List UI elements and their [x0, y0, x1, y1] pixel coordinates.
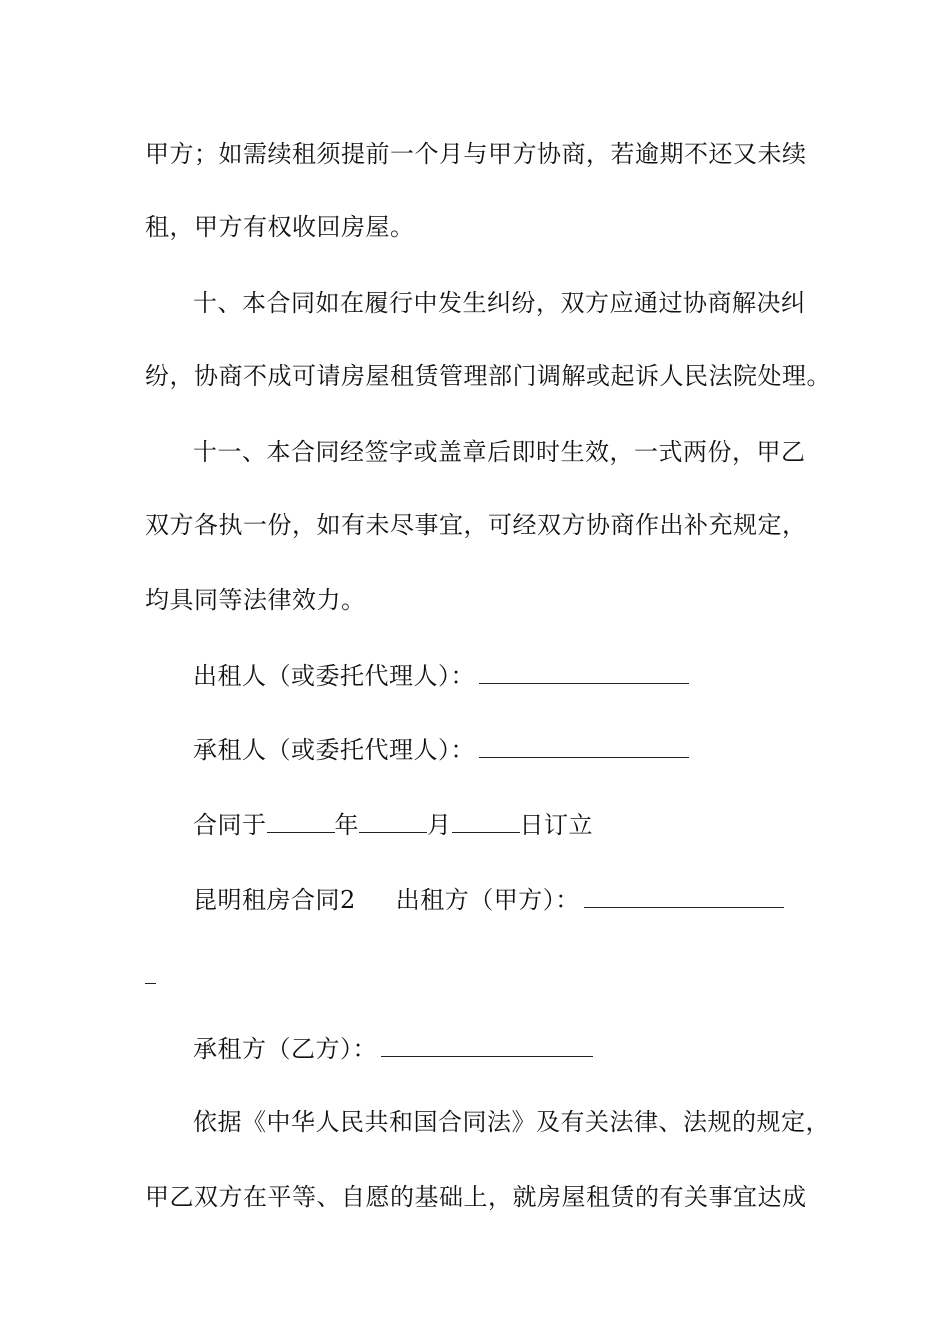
paragraph-line: 纷，协商不成可请房屋租赁管理部门调解或起诉人民法院处理。: [145, 362, 831, 390]
party-a-blank[interactable]: [584, 879, 784, 908]
lessor-signature-line: [193, 655, 689, 695]
preamble-line: 依据《中华人民共和国合同法》及有关法律、法规的规定，: [193, 1108, 830, 1136]
paragraph-line: 甲方；如需续租须提前一个月与甲方协商，若逾期不还又未续: [145, 140, 807, 168]
date-suffix: 日订立: [519, 811, 593, 839]
party-a-label: 出租方（甲方）：: [395, 886, 580, 914]
paragraph-line: 租，甲方有权收回房屋。: [145, 213, 415, 241]
month-blank[interactable]: [359, 804, 427, 833]
date-month-label: 月: [427, 811, 452, 839]
clause-11-line: 十一、本合同经签字或盖章后即时生效，一式两份，甲乙: [193, 438, 806, 466]
date-prefix: 合同于: [193, 811, 267, 839]
contract2-title: 昆明租房合同2: [193, 886, 356, 914]
clause-10-line: 十、本合同如在履行中发生纠纷，双方应通过协商解决纠: [193, 289, 806, 317]
paragraph-line: 均具同等法律效力。: [145, 586, 366, 614]
lessor-blank[interactable]: [479, 655, 689, 684]
date-year-label: 年: [334, 811, 359, 839]
blank-continuation: [145, 983, 156, 984]
lessee-label: 承租人（或委托代理人）：: [193, 736, 475, 764]
year-blank[interactable]: [267, 804, 335, 833]
day-blank[interactable]: [452, 804, 520, 833]
paragraph-line: 双方各执一份，如有未尽事宜，可经双方协商作出补充规定，: [145, 511, 807, 539]
party-b-blank[interactable]: [381, 1028, 593, 1057]
lessor-label: 出租人（或委托代理人）：: [193, 662, 475, 690]
contract2-header-line: [193, 879, 784, 919]
lessee-signature-line: [193, 729, 689, 769]
party-b-label: 承租方（乙方）：: [193, 1035, 377, 1063]
contract-date-line: [193, 804, 593, 844]
preamble-line: 甲乙双方在平等、自愿的基础上，就房屋租赁的有关事宜达成: [145, 1183, 807, 1211]
lessee-blank[interactable]: [479, 729, 689, 758]
party-b-line: [193, 1028, 593, 1068]
